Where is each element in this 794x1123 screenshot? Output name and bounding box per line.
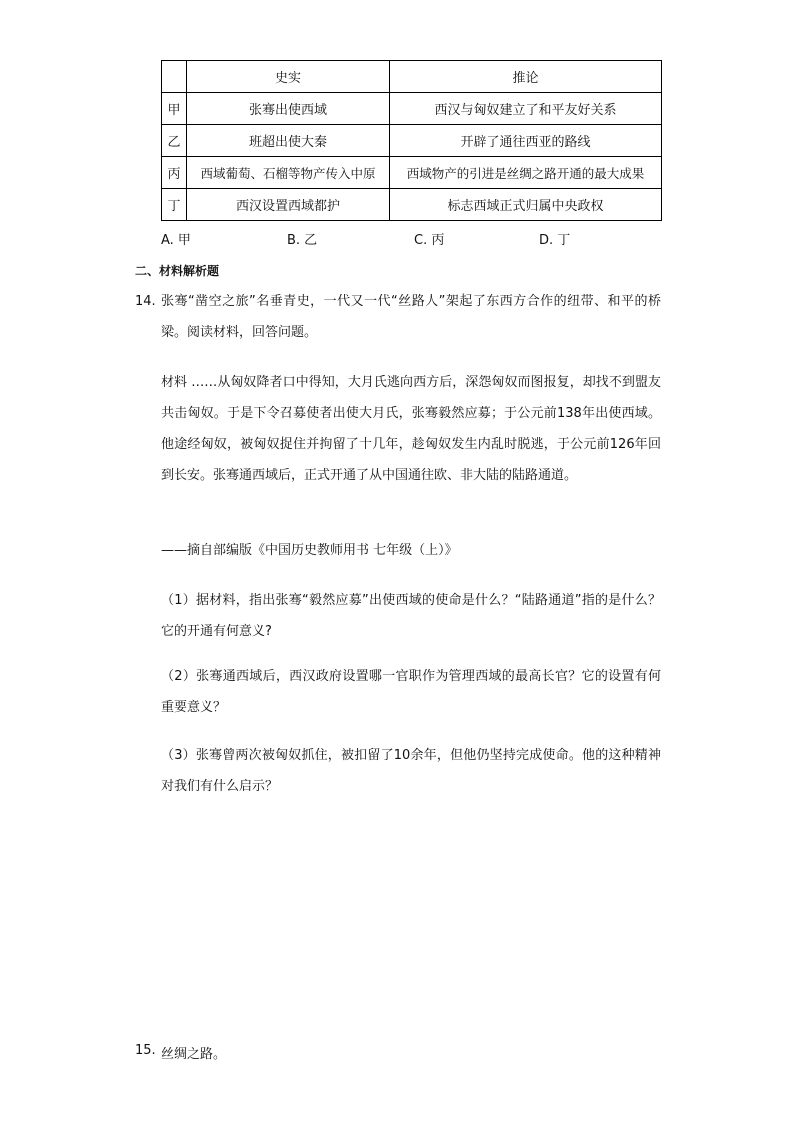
option-d[interactable]: D. 丁 [539,233,571,248]
option-c[interactable]: C. 丙 [414,233,445,248]
question-14-sub1: （1）据材料，指出张骞“毅然应募”出使西域的使命是什么？“陆路通道”指的是什么？它的开通有何意义? [161,593,661,639]
table-row [162,189,662,221]
row-inference: 标志西域正式归属中央政权 [390,189,662,221]
row-label: 丙 [162,157,187,189]
question-15-text: 丝绸之路。 [161,1047,227,1062]
table-header-row [162,61,662,93]
row-fact: 西汉设置西域都护 [187,189,390,221]
table-row [162,125,662,157]
option-a[interactable]: A. 甲 [161,233,191,248]
answer-options [161,229,661,249]
row-inference: 开辟了通往西亚的路线 [390,125,662,157]
row-fact: 张骞出使西域 [187,93,390,125]
question-14-number: 14. [135,294,156,309]
table-row [162,93,662,125]
row-fact: 西域葡萄、石榴等物产传入中原 [187,157,390,189]
question-15-number: 15. [135,1043,156,1058]
option-b[interactable]: B. 乙 [287,233,318,248]
row-label: 甲 [162,93,187,125]
row-inference: 西域物产的引进是丝绸之路开通的最大成果 [390,157,662,189]
table-header-corner [162,61,187,93]
question-14-sub3: （3）张骞曾两次被匈奴抓住，被扣留了10余年，但他仍坚持完成使命。他的这种精神对我们有什么启示？ [161,748,661,794]
table-header-inference: 推论 [390,61,662,93]
question-14-intro: 张骞“凿空之旅”名垂青史，一代又一代“丝路人”架起了东西方合作的纽带、和平的桥梁。阅读材料，回答问题。 [161,294,661,340]
row-label: 丁 [162,189,187,221]
table-header-fact: 史实 [187,61,390,93]
facts-inference-table [161,60,662,221]
material-source: ——摘自部编版《中国历史教师用书 七年级（上）》 [161,543,458,558]
question-14-material: 材料 ……从匈奴降者口中得知，大月氏逃向西方后，深怨匈奴而图报复，却找不到盟友共击匈奴。于是下令召募使者出使大月氏，张骞毅然应募；于公元前138年出使西域。他途经匈奴，被匈奴捉住并拘留了十几年，趁匈奴发生内乱时脱逃，于公元前126年回到长安。张骞通西域后，正式开通了从中国通往欧、非大陆的陆路通道。 [161,375,661,483]
row-fact: 班超出使大秦 [187,125,390,157]
row-inference: 西汉与匈奴建立了和平友好关系 [390,93,662,125]
question-14-sub2: （2）张骞通西域后，西汉政府设置哪一官职作为管理西域的最高长官？它的设置有何重要意义？ [161,669,661,715]
row-label: 乙 [162,125,187,157]
section-title: 二、材料解析题 [135,264,220,278]
table-row [162,157,662,189]
